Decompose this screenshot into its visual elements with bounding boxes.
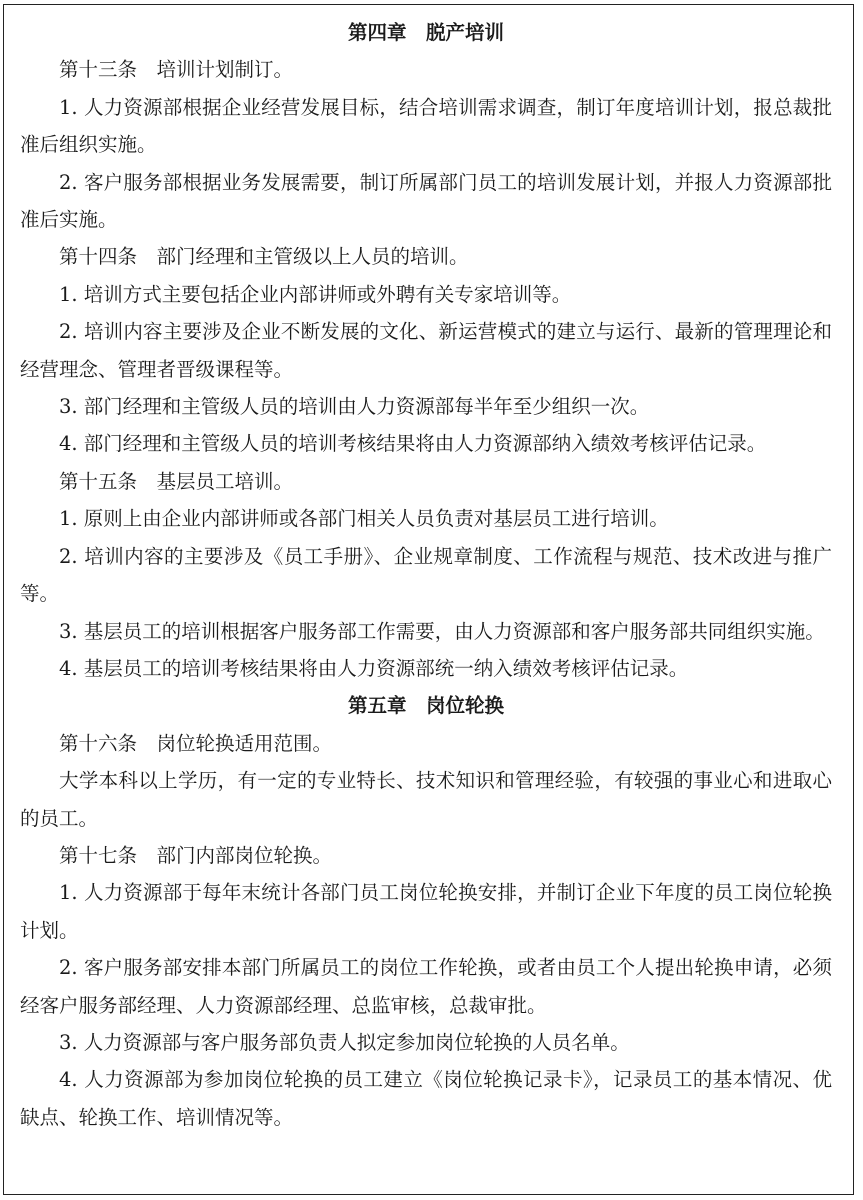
article-heading: 第十三条 培训计划制订。: [59, 58, 294, 82]
document-body: [20, 14, 832, 1136]
article-clause: 1. 人力资源部根据企业经营发展目标，结合培训需求调查，制订年度培训计划，报总裁批准后组织实施。: [20, 95, 832, 157]
chapter-title: 第四章 脱产培训: [347, 21, 504, 44]
article-clause: 4. 人力资源部为参加岗位轮换的员工建立《岗位轮换记录卡》，记录员工的基本情况、优缺点、轮换工作、培训情况等。: [20, 1068, 832, 1129]
article-clause: 1. 培训方式主要包括企业内部讲师或外聘有关专家培训等。: [59, 282, 572, 306]
article-clause: 3. 人力资源部与客户服务部负责人拟定参加岗位轮换的人员名单。: [59, 1030, 630, 1054]
article-clause: 2. 培训内容的主要涉及《员工手册》、企业规章制度、工作流程与规范、技术改进与推广等。: [20, 544, 832, 606]
chapter-title: 第五章 岗位轮换: [347, 694, 504, 718]
article-heading: 第十七条 部门内部岗位轮换。: [59, 843, 333, 867]
article-heading: 第十四条 部门经理和主管级以上人员的培训。: [59, 245, 469, 269]
article-clause: 4. 部门经理和主管级人员的培训考核结果将由人力资源部纳入绩效考核评估记录。: [59, 432, 767, 456]
article-clause: 1. 原则上由企业内部讲师或各部门相关人员负责对基层员工进行培训。: [59, 507, 669, 531]
article-clause: 1. 人力资源部于每年末统计各部门员工岗位轮换安排，并制订企业下年度的员工岗位轮换计划。: [20, 881, 832, 942]
article-clause: 2. 培训内容主要涉及企业不断发展的文化、新运营模式的建立与运行、最新的管理理论和经营理念、管理者晋级课程等。: [20, 320, 832, 381]
article-clause: 4. 基层员工的培训考核结果将由人力资源部统一纳入绩效考核评估记录。: [59, 656, 689, 680]
article-heading: 第十六条 岗位轮换适用范围。: [59, 731, 333, 755]
article-heading: 第十五条 基层员工培训。: [59, 469, 294, 493]
article-clause: 2. 客户服务部安排本部门所属员工的岗位工作轮换，或者由员工个人提出轮换申请，必须经客户服务部经理、人力资源部经理、总监审核，总裁审批。: [20, 956, 832, 1017]
article-clause: 3. 部门经理和主管级人员的培训由人力资源部每半年至少组织一次。: [59, 395, 650, 419]
article-clause: 3. 基层员工的培训根据客户服务部工作需要，由人力资源部和客户服务部共同组织实施。: [59, 619, 825, 643]
article-clause: 2. 客户服务部根据业务发展需要，制订所属部门员工的培训发展计划，并报人力资源部批准后实施。: [20, 170, 832, 232]
article-clause: 大学本科以上学历，有一定的专业特长、技术知识和管理经验，有较强的事业心和进取心的员工。: [20, 769, 832, 830]
